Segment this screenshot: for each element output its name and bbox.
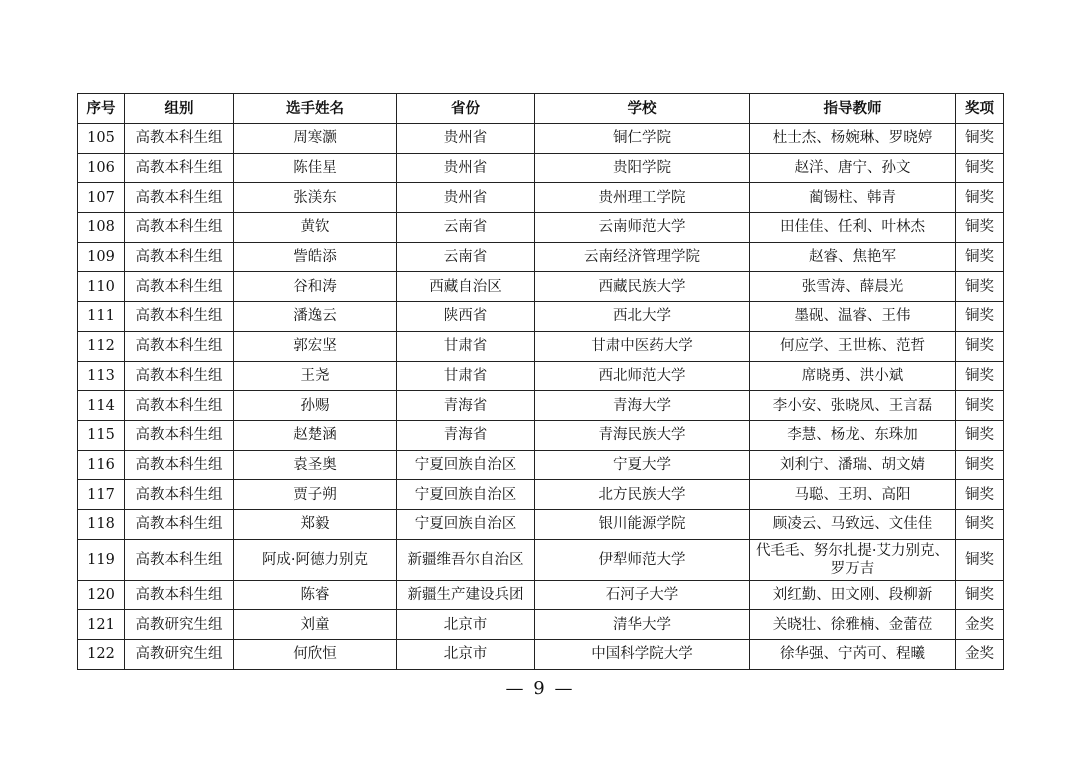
table-row bbox=[78, 580, 1004, 610]
cell-index: 122 bbox=[78, 640, 125, 670]
cell-contestant-name: 郭宏坚 bbox=[234, 331, 397, 361]
cell-index: 105 bbox=[78, 124, 125, 154]
award-table bbox=[77, 93, 1004, 670]
table-body bbox=[78, 124, 1004, 670]
cell-group: 高教本科生组 bbox=[125, 331, 234, 361]
cell-school: 青海大学 bbox=[535, 391, 750, 421]
cell-group: 高教本科生组 bbox=[125, 242, 234, 272]
cell-award: 铜奖 bbox=[956, 213, 1004, 243]
page-number: — 9 — bbox=[505, 678, 575, 699]
table-row bbox=[78, 331, 1004, 361]
cell-award: 铜奖 bbox=[956, 331, 1004, 361]
cell-group: 高教本科生组 bbox=[125, 213, 234, 243]
cell-index: 112 bbox=[78, 331, 125, 361]
cell-award: 铜奖 bbox=[956, 450, 1004, 480]
cell-index: 108 bbox=[78, 213, 125, 243]
cell-group: 高教本科生组 bbox=[125, 183, 234, 213]
cell-advisors: 李慧、杨龙、东珠加 bbox=[750, 420, 956, 450]
table-row bbox=[78, 640, 1004, 670]
cell-contestant-name: 潘逸云 bbox=[234, 302, 397, 332]
cell-index: 115 bbox=[78, 420, 125, 450]
cell-school: 甘肃中医药大学 bbox=[535, 331, 750, 361]
cell-award: 铜奖 bbox=[956, 580, 1004, 610]
cell-contestant-name: 陈睿 bbox=[234, 580, 397, 610]
cell-province: 甘肃省 bbox=[397, 361, 535, 391]
cell-advisors: 刘利宁、潘瑞、胡文婧 bbox=[750, 450, 956, 480]
cell-award: 铜奖 bbox=[956, 183, 1004, 213]
cell-school: 宁夏大学 bbox=[535, 450, 750, 480]
cell-province: 青海省 bbox=[397, 391, 535, 421]
cell-contestant-name: 郑毅 bbox=[234, 509, 397, 539]
cell-award: 铜奖 bbox=[956, 302, 1004, 332]
cell-school: 贵州理工学院 bbox=[535, 183, 750, 213]
cell-school: 中国科学院大学 bbox=[535, 640, 750, 670]
cell-index: 109 bbox=[78, 242, 125, 272]
cell-index: 120 bbox=[78, 580, 125, 610]
cell-contestant-name: 周寒灏 bbox=[234, 124, 397, 154]
cell-group: 高教本科生组 bbox=[125, 480, 234, 510]
cell-award: 铜奖 bbox=[956, 539, 1004, 580]
header-advisors: 指导教师 bbox=[750, 94, 956, 124]
table-row bbox=[78, 391, 1004, 421]
cell-index: 107 bbox=[78, 183, 125, 213]
cell-contestant-name: 陈佳星 bbox=[234, 153, 397, 183]
cell-index: 111 bbox=[78, 302, 125, 332]
cell-province: 云南省 bbox=[397, 213, 535, 243]
cell-school: 银川能源学院 bbox=[535, 509, 750, 539]
cell-award: 铜奖 bbox=[956, 153, 1004, 183]
cell-contestant-name: 谷和涛 bbox=[234, 272, 397, 302]
cell-group: 高教本科生组 bbox=[125, 302, 234, 332]
cell-advisors: 田佳佳、任利、叶林杰 bbox=[750, 213, 956, 243]
cell-advisors: 马聪、王玥、高阳 bbox=[750, 480, 956, 510]
cell-group: 高教本科生组 bbox=[125, 361, 234, 391]
cell-award: 铜奖 bbox=[956, 391, 1004, 421]
header-index: 序号 bbox=[78, 94, 125, 124]
cell-index: 118 bbox=[78, 509, 125, 539]
cell-advisors: 杜士杰、杨婉琳、罗晓婷 bbox=[750, 124, 956, 154]
cell-group: 高教本科生组 bbox=[125, 580, 234, 610]
cell-contestant-name: 黄钦 bbox=[234, 213, 397, 243]
cell-province: 北京市 bbox=[397, 610, 535, 640]
cell-school: 青海民族大学 bbox=[535, 420, 750, 450]
cell-school: 西北师范大学 bbox=[535, 361, 750, 391]
table-row bbox=[78, 610, 1004, 640]
cell-award: 铜奖 bbox=[956, 509, 1004, 539]
cell-province: 北京市 bbox=[397, 640, 535, 670]
cell-group: 高教本科生组 bbox=[125, 272, 234, 302]
cell-advisors: 何应学、王世栋、范哲 bbox=[750, 331, 956, 361]
table-row bbox=[78, 124, 1004, 154]
cell-contestant-name: 贾子朔 bbox=[234, 480, 397, 510]
cell-school: 伊犁师范大学 bbox=[535, 539, 750, 580]
cell-advisors: 徐华强、宁芮可、程曦 bbox=[750, 640, 956, 670]
table-row bbox=[78, 272, 1004, 302]
cell-school: 石河子大学 bbox=[535, 580, 750, 610]
cell-advisors: 李小安、张晓凤、王言磊 bbox=[750, 391, 956, 421]
cell-school: 云南师范大学 bbox=[535, 213, 750, 243]
cell-advisors: 赵洋、唐宁、孙文 bbox=[750, 153, 956, 183]
cell-province: 贵州省 bbox=[397, 124, 535, 154]
table-row bbox=[78, 509, 1004, 539]
cell-contestant-name: 何欣恒 bbox=[234, 640, 397, 670]
cell-contestant-name: 訾皓添 bbox=[234, 242, 397, 272]
cell-school: 西北大学 bbox=[535, 302, 750, 332]
cell-award: 铜奖 bbox=[956, 272, 1004, 302]
cell-award: 金奖 bbox=[956, 640, 1004, 670]
table-row bbox=[78, 361, 1004, 391]
cell-award: 铜奖 bbox=[956, 480, 1004, 510]
cell-advisors: 赵睿、焦艳军 bbox=[750, 242, 956, 272]
cell-province: 云南省 bbox=[397, 242, 535, 272]
cell-contestant-name: 孙赐 bbox=[234, 391, 397, 421]
cell-school: 云南经济管理学院 bbox=[535, 242, 750, 272]
cell-province: 西藏自治区 bbox=[397, 272, 535, 302]
cell-province: 新疆生产建设兵团 bbox=[397, 580, 535, 610]
cell-contestant-name: 袁圣奥 bbox=[234, 450, 397, 480]
cell-province: 宁夏回族自治区 bbox=[397, 450, 535, 480]
table-row bbox=[78, 213, 1004, 243]
table-row bbox=[78, 420, 1004, 450]
cell-contestant-name: 赵楚涵 bbox=[234, 420, 397, 450]
cell-advisors: 墨砚、温睿、王伟 bbox=[750, 302, 956, 332]
cell-contestant-name: 张渼东 bbox=[234, 183, 397, 213]
cell-index: 114 bbox=[78, 391, 125, 421]
header-province: 省份 bbox=[397, 94, 535, 124]
table-row bbox=[78, 539, 1004, 580]
cell-province: 宁夏回族自治区 bbox=[397, 509, 535, 539]
cell-province: 贵州省 bbox=[397, 153, 535, 183]
cell-advisors: 刘红勤、田文刚、段柳新 bbox=[750, 580, 956, 610]
header-school: 学校 bbox=[535, 94, 750, 124]
cell-group: 高教本科生组 bbox=[125, 391, 234, 421]
cell-contestant-name: 王尧 bbox=[234, 361, 397, 391]
cell-school: 贵阳学院 bbox=[535, 153, 750, 183]
cell-school: 西藏民族大学 bbox=[535, 272, 750, 302]
cell-contestant-name: 阿成·阿德力别克 bbox=[234, 539, 397, 580]
cell-school: 北方民族大学 bbox=[535, 480, 750, 510]
cell-group: 高教本科生组 bbox=[125, 539, 234, 580]
cell-group: 高教研究生组 bbox=[125, 610, 234, 640]
cell-advisors: 席晓勇、洪小斌 bbox=[750, 361, 956, 391]
table-row bbox=[78, 450, 1004, 480]
cell-index: 106 bbox=[78, 153, 125, 183]
cell-school: 铜仁学院 bbox=[535, 124, 750, 154]
cell-province: 青海省 bbox=[397, 420, 535, 450]
table-row bbox=[78, 183, 1004, 213]
cell-province: 贵州省 bbox=[397, 183, 535, 213]
cell-school: 清华大学 bbox=[535, 610, 750, 640]
table-row bbox=[78, 153, 1004, 183]
cell-province: 宁夏回族自治区 bbox=[397, 480, 535, 510]
cell-advisors: 代毛毛、努尔扎提·艾力别克、罗万吉 bbox=[750, 539, 956, 580]
cell-group: 高教本科生组 bbox=[125, 124, 234, 154]
cell-index: 116 bbox=[78, 450, 125, 480]
cell-index: 113 bbox=[78, 361, 125, 391]
cell-contestant-name: 刘童 bbox=[234, 610, 397, 640]
table-row bbox=[78, 242, 1004, 272]
cell-group: 高教本科生组 bbox=[125, 153, 234, 183]
cell-award: 铜奖 bbox=[956, 124, 1004, 154]
table-header-row bbox=[78, 94, 1004, 124]
cell-group: 高教本科生组 bbox=[125, 450, 234, 480]
cell-group: 高教本科生组 bbox=[125, 509, 234, 539]
cell-index: 110 bbox=[78, 272, 125, 302]
cell-award: 铜奖 bbox=[956, 242, 1004, 272]
cell-advisors: 顾凌云、马致远、文佳佳 bbox=[750, 509, 956, 539]
header-award: 奖项 bbox=[956, 94, 1004, 124]
cell-index: 121 bbox=[78, 610, 125, 640]
cell-province: 新疆维吾尔自治区 bbox=[397, 539, 535, 580]
cell-advisors: 关晓壮、徐雅楠、金蕾莅 bbox=[750, 610, 956, 640]
cell-group: 高教本科生组 bbox=[125, 420, 234, 450]
cell-index: 119 bbox=[78, 539, 125, 580]
cell-advisors: 张雪涛、薛晨光 bbox=[750, 272, 956, 302]
cell-index: 117 bbox=[78, 480, 125, 510]
cell-award: 金奖 bbox=[956, 610, 1004, 640]
cell-award: 铜奖 bbox=[956, 361, 1004, 391]
cell-advisors: 蔺锡柱、韩青 bbox=[750, 183, 956, 213]
cell-award: 铜奖 bbox=[956, 420, 1004, 450]
cell-group: 高教研究生组 bbox=[125, 640, 234, 670]
table-row bbox=[78, 480, 1004, 510]
cell-province: 陕西省 bbox=[397, 302, 535, 332]
table-row bbox=[78, 302, 1004, 332]
cell-province: 甘肃省 bbox=[397, 331, 535, 361]
header-contestant-name: 选手姓名 bbox=[234, 94, 397, 124]
header-group: 组别 bbox=[125, 94, 234, 124]
